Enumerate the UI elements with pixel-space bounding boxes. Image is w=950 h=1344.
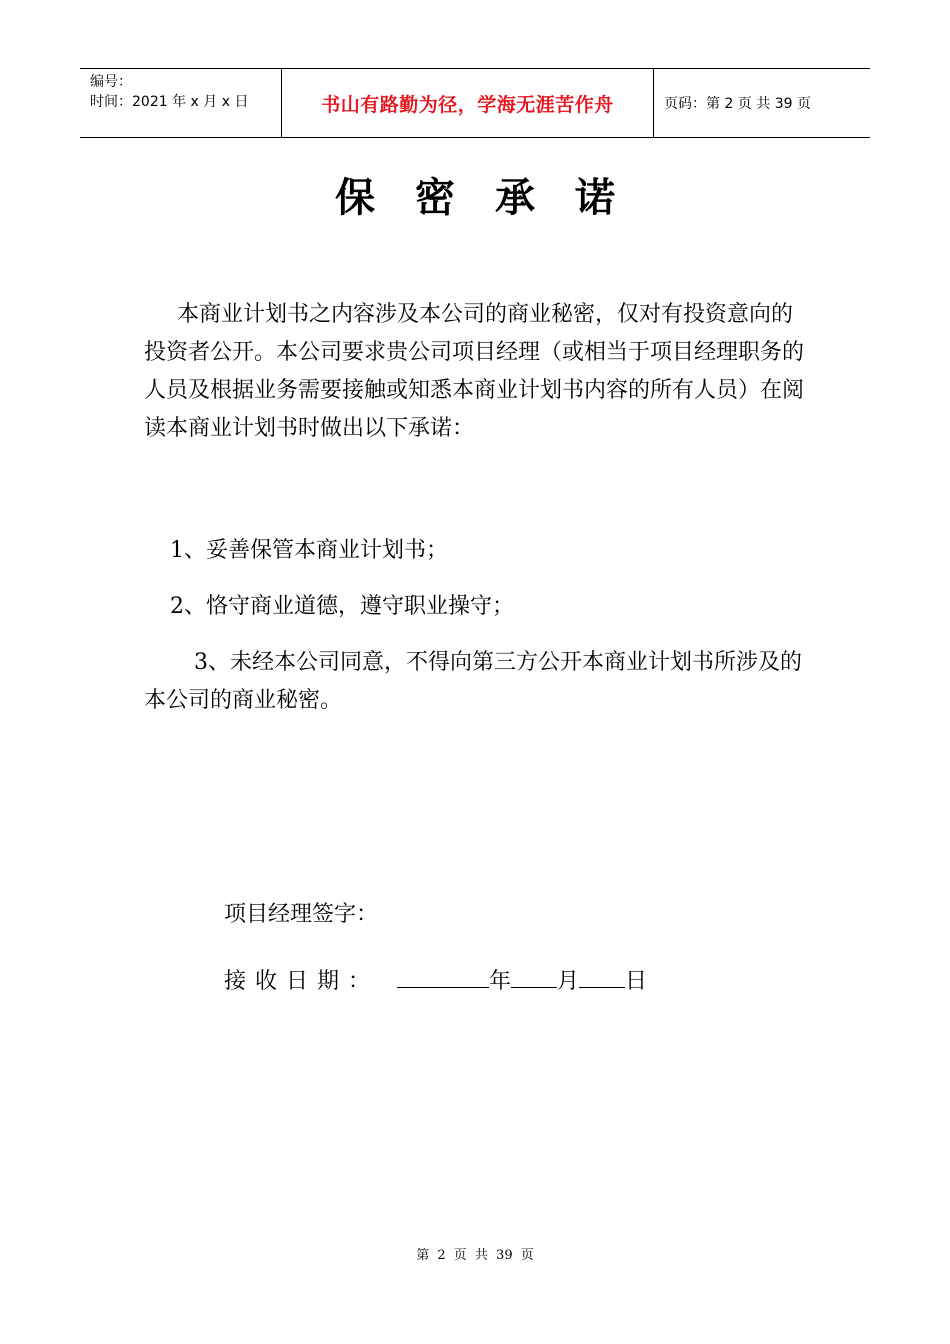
- page-footer: 第 2 页 共 39 页: [416, 1248, 534, 1263]
- header-meta-cell: [80, 69, 282, 137]
- header-page-info: 页码：第 2 页 共 39 页: [664, 96, 811, 112]
- month-label: 月: [557, 969, 580, 994]
- commitment-item-2: 2、恪守商业道德，遵守职业操守；: [170, 594, 514, 619]
- document-header: [80, 68, 870, 138]
- intro-paragraph: 本商业计划书之内容涉及本公司的商业秘密，仅对有投资意向的投资者公开。本公司要求贵公司项目经理（或相当于项目经理职务的人员及根据业务需要接触或知悉本商业计划书内容的所有人员）在阅读本商业计划书时做出以下承诺：: [144, 302, 805, 441]
- receive-date-line: [224, 965, 647, 997]
- manager-signature-line: [224, 900, 378, 930]
- month-blank[interactable]: [511, 965, 557, 988]
- page-title: 保密承诺: [335, 175, 655, 221]
- receive-date-label: 接收日期：: [224, 969, 380, 994]
- header-motto: 书山有路勤为径，学海无涯苦作舟: [282, 69, 654, 137]
- commitment-item-3: 3、未经本公司同意，不得向第三方公开本商业计划书所涉及的本公司的商业秘密。: [144, 650, 802, 713]
- year-label: 年: [489, 969, 512, 994]
- day-blank[interactable]: [579, 965, 625, 988]
- document-date-label: 时间：2021 年 x 月 x 日: [90, 94, 249, 110]
- day-label: 日: [625, 969, 648, 994]
- manager-signature-label: 项目经理签字：: [224, 902, 379, 927]
- document-number-label: 编号：: [90, 74, 132, 90]
- year-blank[interactable]: [397, 965, 489, 988]
- commitment-item-1: 1、妥善保管本商业计划书；: [170, 538, 448, 563]
